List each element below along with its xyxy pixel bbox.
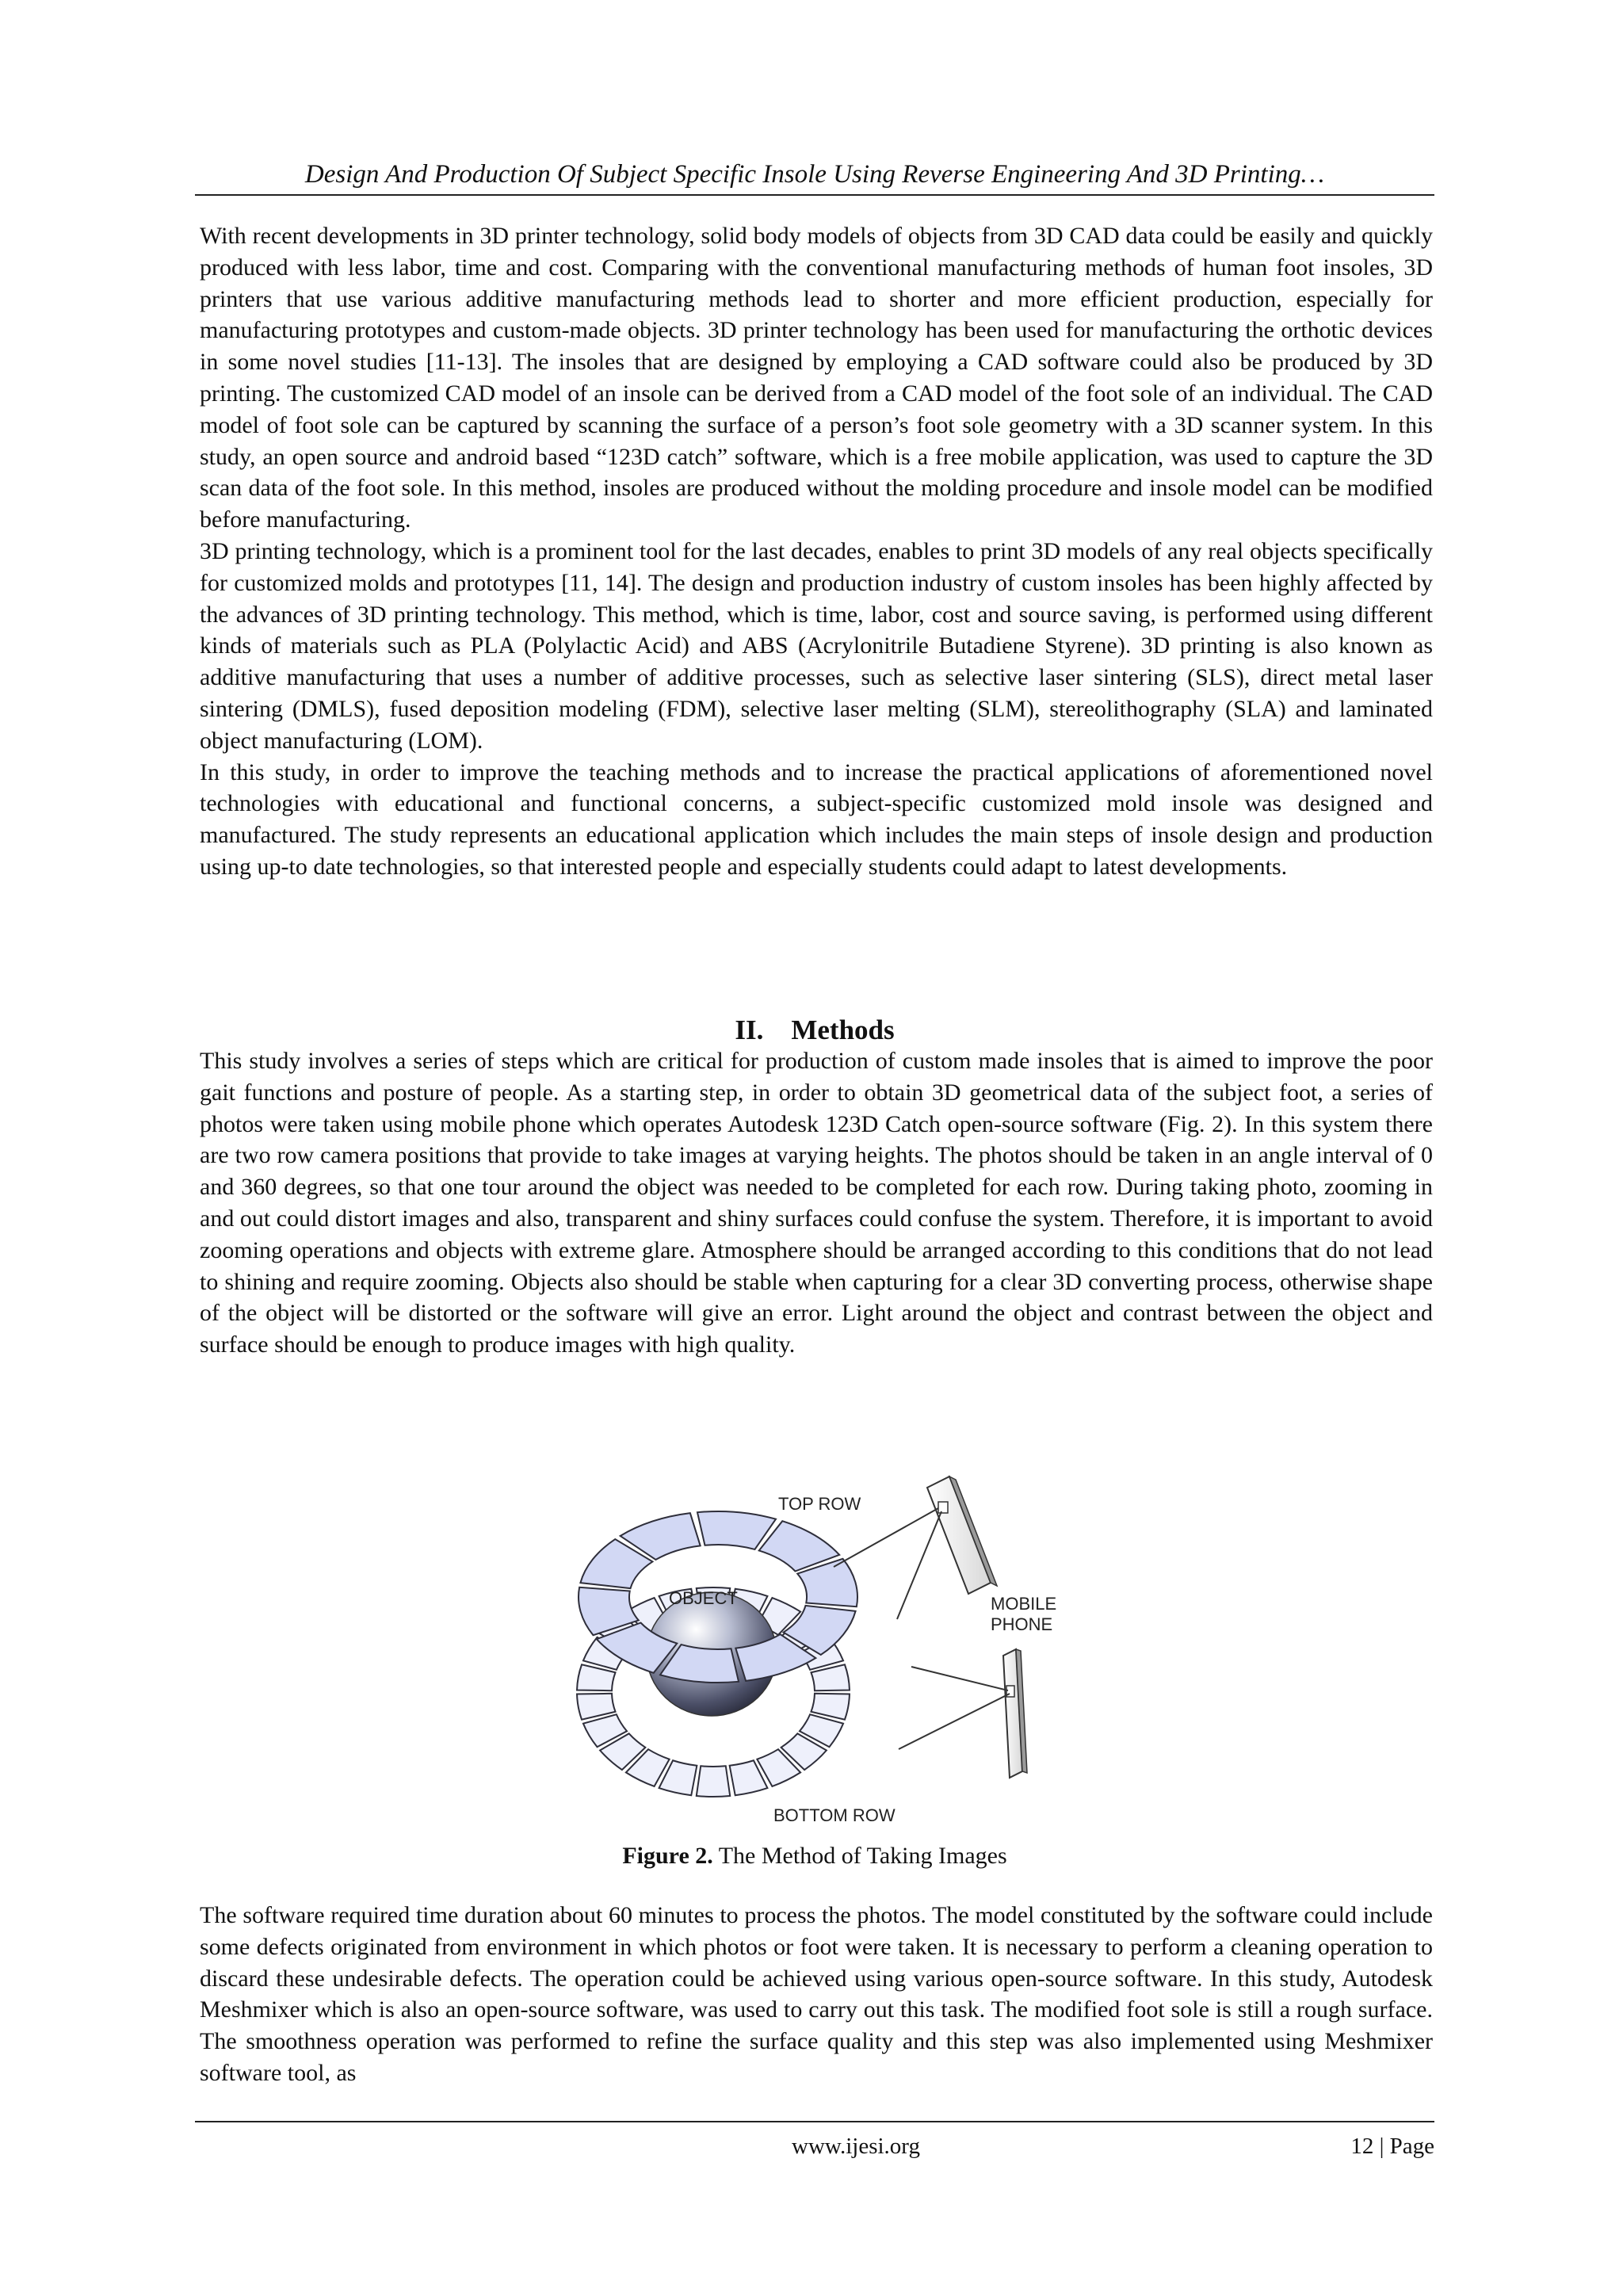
figure-camera-positions xyxy=(555,1438,1125,1835)
label-top-row: TOP ROW xyxy=(778,1494,861,1514)
camera-rows-diagram xyxy=(555,1438,1125,1835)
figure-caption xyxy=(195,1839,1434,1873)
caption-text: The Method of Taking Images xyxy=(712,1843,1007,1869)
footer-rule xyxy=(195,2121,1434,2122)
paragraph: This study involves a series of steps which are critical for production of custom made insoles that is aimed to improve the poor gait functions and posture of people. As a starting step, in order to obtain 3D geometrical data of the subject foot, a series of photos were taken using mobile phone which operates Autodesk 123D Catch open-source software (Fig. 2). In this system there are two row camera positions that provide to take images at varying heights. The photos should be taken in an angle interval of 0 and 360 degrees, so that one tour around the object was needed to be completed for each row. During taking photo, zooming in and out could distort images and also, transparent and shiny surfaces could confuse the system. Therefore, it is important to avoid zooming operations and objects with extreme glare. Atmosphere should be arranged according to this conditions that do not lead to shining and require zooming. Objects also should be stable when capturing for a clear 3D converting process, otherwise shape of the object will be distorted or the software will give an error. Light around the object and contrast between the object and surface should be enough to produce images with high quality. xyxy=(200,1048,1433,1358)
bottom-row-camera-slot xyxy=(697,1766,730,1797)
top-phone-icon xyxy=(927,1477,997,1594)
paragraph: With recent developments in 3D printer technology, solid body models of objects from 3D CAD data could be easily and quickly produced with less labor, time and cost. Comparing with the conventional manufacturing methods of human foot insoles, 3D printers that use various additive manufacturing methods lead to shorter and more efficient production, especially for manufacturing prototypes and custom-made objects. 3D printer technology has been used for manufacturing the orthotic devices in some novel studies [11-13]. The insoles that are designed by employing a CAD software could also be produced by 3D printing. The customized CAD model of an insole can be derived from a CAD model of the foot sole of an individual. The CAD model of foot sole can be captured by scanning the surface of a person’s foot sole geometry with a 3D scanner system. In this study, an open source and android based “123D catch” software, which is a free mobile application, was used to capture the 3D scan data of the foot sole. In this method, insoles are produced without the molding procedure and insole model can be modified before manufacturing. xyxy=(200,223,1433,533)
section-heading xyxy=(195,1011,1434,1049)
label-mobile: MOBILE xyxy=(991,1594,1057,1614)
paragraph: The software required time duration about 60 minutes to process the photos. The model constituted by the software could include some defects originated from environment in which photos or foot were taken. It is necessary to perform a cleaning operation to discard these undesirable defects. The operation could be achieved using various open-source software. In this study, Autodesk Meshmixer which is also an open-source software, was used to carry out this task. The modified foot sole is still a rough surface. The smoothness operation was performed to refine the surface quality and this step was also implemented using Meshmixer software tool, as xyxy=(200,1902,1433,2086)
section-title: Methods xyxy=(791,1014,895,1045)
methods-text-block xyxy=(200,1045,1433,1361)
paragraph: 3D printing technology, which is a prominent tool for the last decades, enables to print 3D models of any real objects specifically for customized molds and prototypes [11, 14]. The design and production industry of custom insoles has been highly affected by the advances of 3D printing technology. This method, which is time, labor, cost and source saving, is performed using different kinds of materials such as PLA (Polylactic Acid) and ABS (Acrylonitrile Butadiene Styrene). 3D printing is also known as additive manufacturing that uses a number of additive processes, such as selective laser sintering (SLS), direct metal laser sintering (DMLS), fused deposition modeling (FDM), selective laser melting (SLM), stereolithography (SLA) and laminated object manufacturing (LOM). xyxy=(200,537,1433,754)
section-number: II. xyxy=(735,1014,764,1045)
sight-line xyxy=(899,1694,1010,1749)
header-rule xyxy=(195,194,1434,196)
label-phone: PHONE xyxy=(991,1614,1053,1634)
page-number: 12 | Page xyxy=(1350,2134,1434,2159)
paragraph: In this study, in order to improve the teaching methods and to increase the practical applications of aforementioned novel technologies with educational and functional concerns, a subject-specific customized mold insole was designed and manufactured. The study represents an educational application which includes the main steps of insole design and production using up-to date technologies, so that interested people and especially students could adapt to latest developments. xyxy=(200,758,1433,880)
continued-text-block xyxy=(200,1900,1433,2089)
label-object: OBJECT xyxy=(669,1588,738,1608)
footer-url: www.ijesi.org xyxy=(792,2134,920,2159)
bottom-phone-icon xyxy=(1003,1649,1027,1778)
running-header: Design And Production Of Subject Specific Insole Using Reverse Engineering And 3D Printing… xyxy=(304,160,1325,189)
label-bottom-row: BOTTOM ROW xyxy=(773,1805,896,1825)
intro-text-block xyxy=(200,220,1433,883)
sight-line xyxy=(911,1667,1008,1690)
caption-label: Figure 2. xyxy=(622,1843,713,1869)
